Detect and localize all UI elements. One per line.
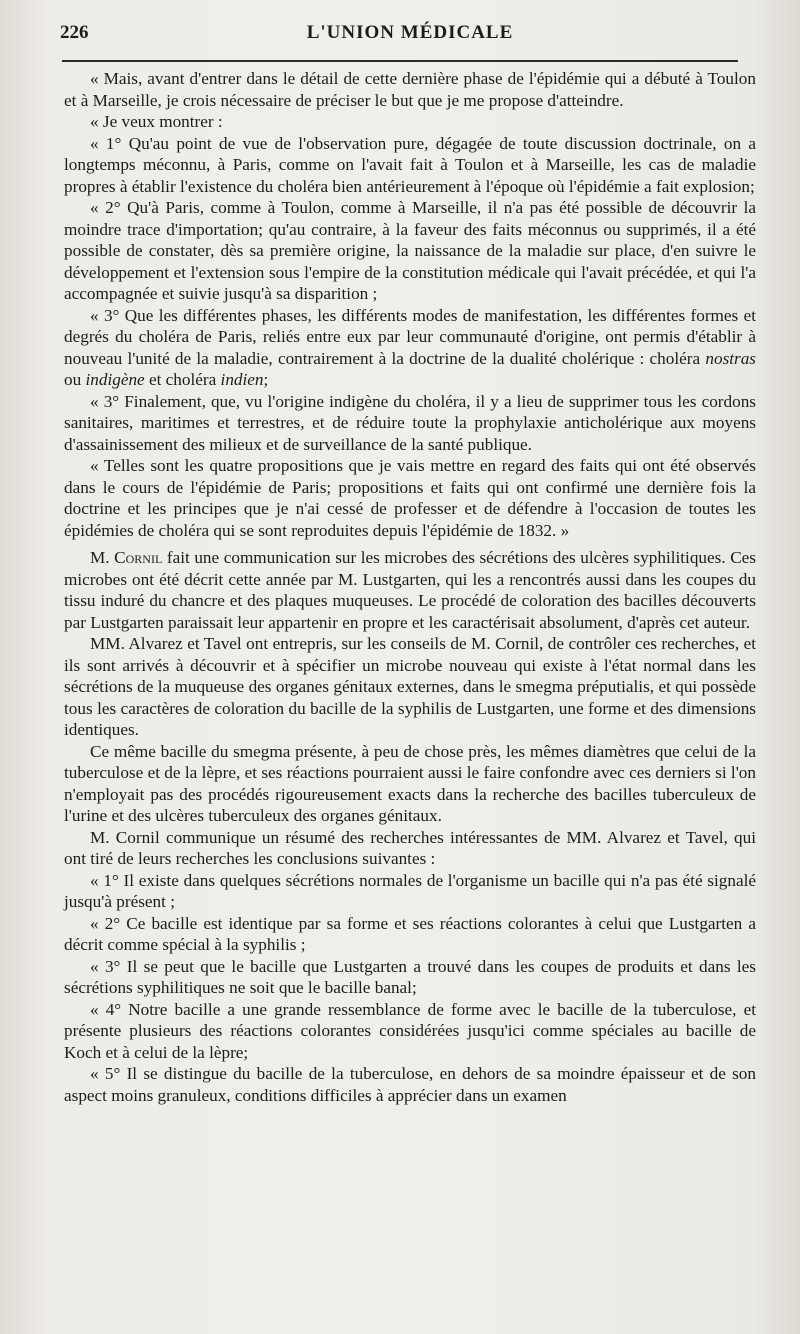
paragraph-5-mid: ou — [64, 370, 86, 389]
emphasis-nostras: nostras — [705, 348, 756, 368]
emphasis-indigene: indigène — [85, 370, 145, 389]
paragraph-1: « Mais, avant d'entrer dans le détail de cette dernière phase de l'épidémie qui a débuté à Toulon et à Marseille, je crois nécessaire de préciser le but que je me propose d'atteindre. — [64, 69, 756, 110]
page-header — [60, 22, 760, 52]
running-title: L'UNION MÉDICALE — [306, 22, 514, 43]
paragraph-8 — [64, 547, 756, 633]
paragraph-5 — [64, 305, 756, 391]
emphasis-indien: indien — [220, 370, 264, 389]
paragraph-8-prefix: M. — [90, 548, 115, 567]
body-text — [64, 68, 756, 1106]
paragraph-8-text: fait une communication sur les microbes des sécrétions des ulcères syphilitiques. Ces microbes ont été décrit cette année par M. Lustgarten, qui les a rencontrés aussi dans les coupes du tissu induré du chancre et des plaques muqueuses. Le procédé de coloration des bacilles découverts par Lustgarten paraissait leur appartenir en propre et les caractérisait absolument, d'après cet auteur. — [64, 548, 756, 632]
paragraph-5-mid2: et choléra — [144, 370, 221, 389]
page-number: 226 — [60, 22, 89, 43]
paragraph-6: « 3° Finalement, que, vu l'origine indigène du choléra, il y a lieu de supprimer tous les cordons sanitaires, maritimes et terrestres, et de réduire toute la prophylaxie anticholérique aux moyens d'assainissement des milieux et de surveillance de la santé publique. — [64, 391, 756, 454]
paragraph-5-end: ; — [263, 370, 269, 389]
paragraph-9: MM. Alvarez et Tavel ont entrepris, sur les conseils de M. Cornil, de contrôler ces recherches, et ils sont arrivés à découvrir et à spécifier un microbe nouveau qui existe à l'état normal dans les sécrétions de la muqueuse des organes génitaux externes, dans le smegma préputialis, et qui possède tous les caractères de coloration du bacille de la syphilis de Lustgarten, une forme et des dimensions identiques. — [64, 634, 756, 739]
paragraph-16: « 5° Il se distingue du bacille de la tuberculose, en dehors de sa moindre épaisseur et de son aspect moins granuleux, conditions difficiles à apprécier dans un examen — [64, 1064, 756, 1105]
paragraph-14: « 3° Il se peut que le bacille que Lustgarten a trouvé dans les coupes de produits et dans les sécrétions syphilitiques ne soit que le bacille banal; — [64, 956, 756, 997]
paragraph-2: « Je veux montrer : — [90, 112, 223, 131]
paragraph-4: « 2° Qu'à Paris, comme à Toulon, comme à Marseille, il n'a pas été possible de découvrir la moindre trace d'importation; qu'au contraire, à la faveur des faits méconnus ou supprimés, il a été possible de constater, dès sa première origine, la naissance de la maladie sur place, d'en suivre le développement et l'extension sous l'empire de la constitution médicale qui l'avait précédée, et qui l'a accompagnée et suivie jusqu'à sa disparition ; — [64, 198, 756, 303]
paragraph-7: « Telles sont les quatre propositions que je vais mettre en regard des faits qui ont été observés dans le cours de l'épidémie de Paris; propositions et faits qui ont confirmé une dernière fois la doctrine et les principes que je n'ai cessé de professer et de défendre à l'occasion de toutes les épidémies de choléra qui se sont reproduites depuis l'épidémie de 1832. » — [64, 456, 756, 540]
paragraph-15: « 4° Notre bacille a une grande ressemblance de forme avec le bacille de la tuberculose, et présente plusieurs des réactions colorantes considérées jusqu'ici comme spéciales au bacille de Koch et à celui de la lèpre; — [64, 999, 756, 1062]
paragraph-5-text: « 3° Que les différentes phases, les différents modes de manifestation, les différentes formes et degrés du choléra de Paris, reliés entre eux par leur communauté d'origine, ont permis d'établir à nouveau l'unité de la maladie, contrairement à la doctrine de la dualité cholérique : choléra — [64, 305, 756, 368]
author-name-cornil: Cornil — [114, 548, 163, 567]
paragraph-11: M. Cornil communique un résumé des recherches intéressantes de MM. Alvarez et Tavel, qui ont tiré de leurs recherches les conclusions suivantes : — [64, 827, 756, 868]
paragraph-12: « 1° Il existe dans quelques sécrétions normales de l'organisme un bacille qui n'a pas été signalé jusqu'à présent ; — [64, 870, 756, 911]
paragraph-3: « 1° Qu'au point de vue de l'observation pure, dégagée de toute discussion doctrinale, on a longtemps méconnu, à Paris, comme on l'avait fait à Toulon et à Marseille, les cas de maladie propres à établir l'existence du choléra bien antérieurement à l'époque où l'épidémie a fait explosion; — [64, 133, 756, 196]
paragraph-10: Ce même bacille du smegma présente, à peu de chose près, les mêmes diamètres que celui de la tuberculose et de la lèpre, et ses réactions pourraient aussi le faire confondre avec ces derniers si l'on n'employait pas des procédés rigoureusement exacts dans la recherche des bacilles tuberculeux de l'urine et des ulcères tuberculeux des organes génitaux. — [64, 741, 756, 825]
header-rule — [62, 60, 738, 62]
paragraph-13: « 2° Ce bacille est identique par sa forme et ses réactions colorantes à celui que Lustgarten a décrit comme spécial à la syphilis ; — [64, 913, 756, 954]
